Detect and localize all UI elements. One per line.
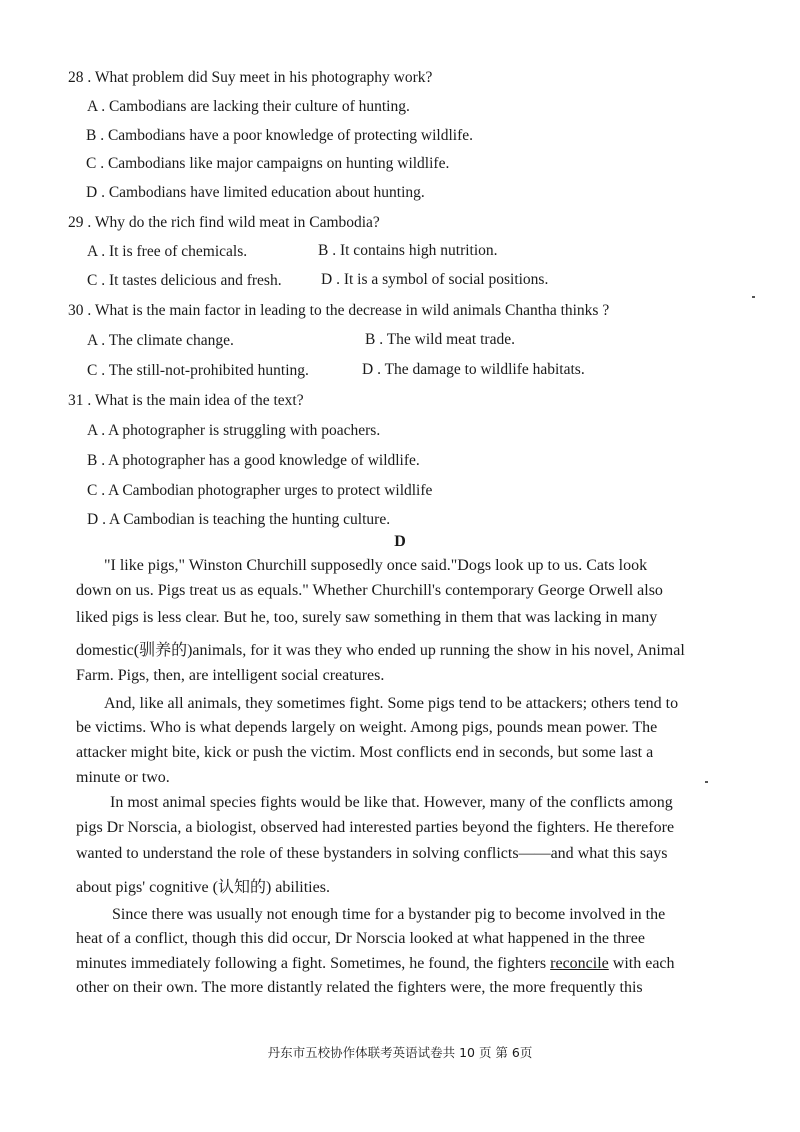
option-28-c: C . Cambodians like major campaigns on hunting wildlife. [86,155,450,172]
passage-line: other on their own. The more distantly related the fighters were, the more frequently this [76,979,643,996]
passage-text: minutes immediately following a fight. Sometimes, he found, the fighters [76,955,551,972]
section-title: D [394,533,406,550]
question-stem: What problem did Suy meet in his photography work? [94,69,433,86]
passage-line: wanted to understand the role of these bystanders in solving conflicts——and what this says [76,845,668,862]
question-stem: What is the main idea of the text? [94,392,304,409]
question-29: 29 . Why do the rich find wild meat in Cambodia? [68,214,380,231]
passage-line [76,955,722,973]
option-29-b: B . It contains high nutrition. [318,242,498,259]
option-30-d: D . The damage to wildlife habitats. [362,361,585,378]
option-28-d: D . Cambodians have limited education about hunting. [86,184,425,201]
passage-line: heat of a conflict, though this did occur, Dr Norscia looked at what happened in the three [76,930,645,947]
option-29-d: D . It is a symbol of social positions. [321,271,549,288]
passage-line: minute or two. [76,769,170,786]
passage-text: with each [608,955,675,972]
passage-line: "I like pigs," Winston Churchill supposedly once said."Dogs look up to us. Cats look [104,557,648,574]
passage-line: down on us. Pigs treat us as equals." Whether Churchill's contemporary George Orwell also [76,582,663,599]
scan-mark [705,781,708,783]
passage-line: And, like all animals, they sometimes fight. Some pigs tend to be attackers; others tend to [104,695,679,712]
question-number: 28 [68,69,84,86]
page-footer: 丹东市五校协作体联考英语试卷共 10 页 第 6页 [267,1045,533,1060]
question-number: 30 [68,302,84,319]
passage-line: liked pigs is less clear. But he, too, surely saw something in them that was lacking in many [76,609,658,626]
passage-line: pigs Dr Norscia, a biologist, observed had interested parties beyond the fighters. He therefore [76,819,675,836]
option-29-a: A . It is free of chemicals. [87,243,248,260]
passage-line: Farm. Pigs, then, are intelligent social creatures. [76,667,385,684]
question-number: 31 [68,392,84,409]
question-28: 28 . What problem did Suy meet in his photography work? [68,69,433,86]
passage-line: attacker might bite, kick or push the victim. Most conflicts end in seconds, but some last a [76,744,654,761]
scan-mark [752,296,755,298]
question-30: 30 . What is the main factor in leading to the decrease in wild animals Chantha thinks ? [68,302,610,319]
question-number: 29 [68,214,84,231]
passage-line: Since there was usually not enough time for a bystander pig to become involved in the [112,906,666,923]
option-30-a: A . The climate change. [87,332,234,349]
option-30-c: C . The still-not-prohibited hunting. [87,362,309,379]
option-31-b: B . A photographer has a good knowledge of wildlife. [87,452,420,469]
underlined-word: reconcile [550,955,609,972]
passage-line: domestic(驯养的)animals, for it was they who ended up running the show in his novel, Animal [76,642,685,659]
question-31: 31 . What is the main idea of the text? [68,392,304,409]
passage-line: about pigs' cognitive (认知的) abilities. [76,879,330,896]
option-30-b: B . The wild meat trade. [365,331,515,348]
option-28-a: A . Cambodians are lacking their culture of hunting. [87,98,410,115]
passage-line: be victims. Who is what depends largely on weight. Among pigs, pounds mean power. The [76,719,658,736]
question-stem: Why do the rich find wild meat in Cambodia? [94,214,380,231]
option-31-c: C . A Cambodian photographer urges to protect wildlife [87,482,433,499]
passage-line: In most animal species fights would be like that. However, many of the conflicts among [110,794,673,811]
question-stem: What is the main factor in leading to the decrease in wild animals Chantha thinks ? [94,302,610,319]
option-28-b: B . Cambodians have a poor knowledge of protecting wildlife. [86,127,473,144]
option-31-a: A . A photographer is struggling with poachers. [87,422,381,439]
option-29-c: C . It tastes delicious and fresh. [87,272,282,289]
option-31-d: D . A Cambodian is teaching the hunting culture. [87,511,391,528]
